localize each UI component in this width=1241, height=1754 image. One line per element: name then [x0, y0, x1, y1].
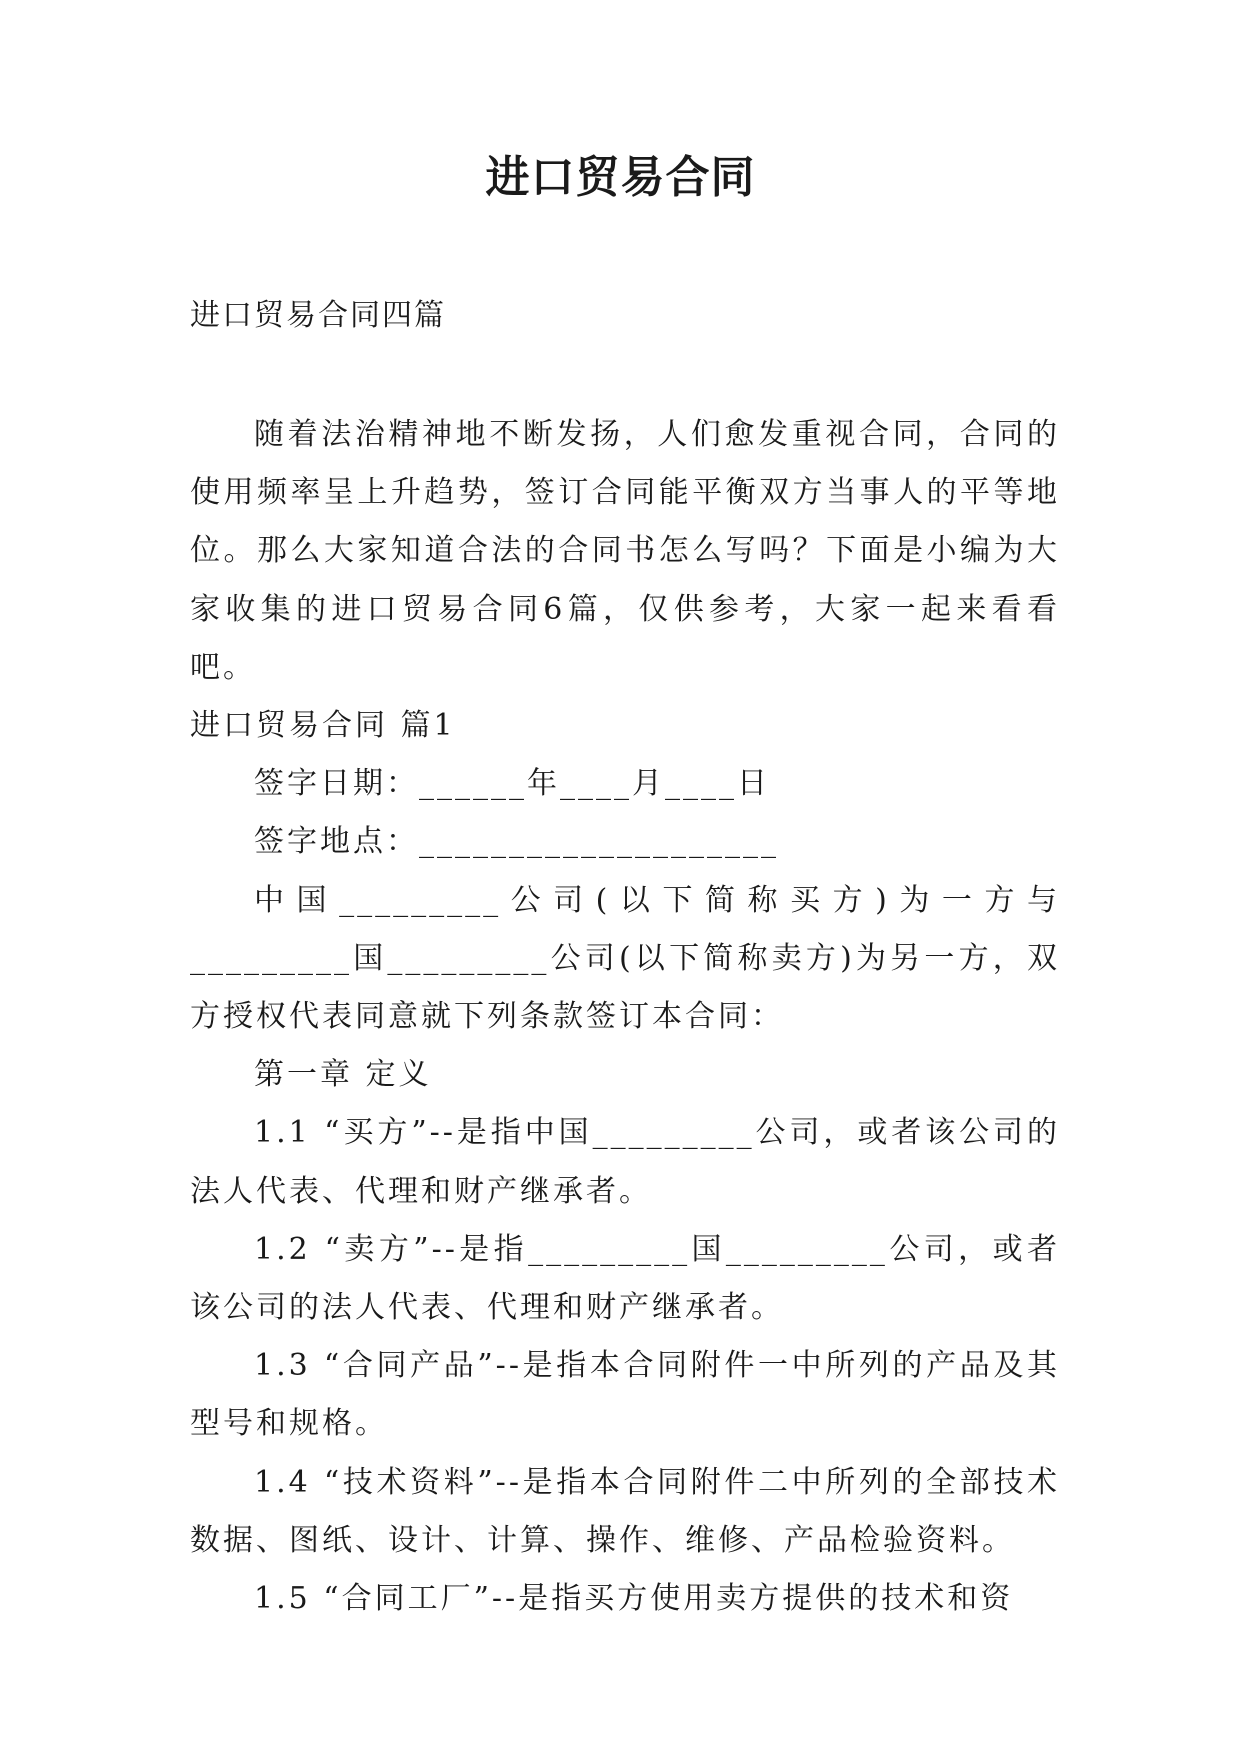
- paragraph-clause-1-2: 1.2 “卖方”--是指_________国_________公司，或者该公司的法人代表、代理和财产继承者。: [190, 1231, 1060, 1326]
- paragraph-sign-place: 签字地点：____________________: [254, 824, 779, 860]
- paragraph-chapter-1: 第一章 定义: [254, 1057, 432, 1093]
- paragraph-intro: 随着法治精神地不断发扬，人们愈发重视合同，合同的使用频率呈上升趋势，签订合同能平衡双方当事人的平等地位。那么大家知道合法的合同书怎么写吗？下面是小编为大家收集的进口贸易合同6篇，仅供参考，大家一起来看看吧。: [190, 417, 1060, 685]
- paragraph-clause-1-4: 1.4 “技术资料”--是指本合同附件二中所列的全部技术数据、图纸、设计、计算、操作、维修、产品检验资料。: [190, 1464, 1060, 1558]
- paragraph-clause-1-1: 1.1 “买方”--是指中国_________公司，或者该公司的法人代表、代理和财产继承者。: [190, 1115, 1060, 1209]
- paragraph-clause-1-5: 1.5 “合同工厂”--是指买方使用卖方提供的技术和资: [254, 1581, 1014, 1617]
- document-title: 进口贸易合同: [485, 152, 756, 203]
- paragraph-sign-date: 签字日期：______年____月____日: [254, 766, 770, 802]
- paragraph-section-heading: 进口贸易合同 篇1: [190, 708, 456, 744]
- paragraph-clause-1-3: 1.3 “合同产品”--是指本合同附件一中所列的产品及其型号和规格。: [190, 1348, 1060, 1442]
- document-body: [190, 406, 1060, 1628]
- document-subtitle: 进口贸易合同四篇: [190, 298, 446, 333]
- paragraph-parties: 中国_________公司(以下简称买方)为一方与_________国_________公司(以下简称卖方)为另一方，双方授权代表同意就下列条款签订本合同：: [190, 882, 1060, 1035]
